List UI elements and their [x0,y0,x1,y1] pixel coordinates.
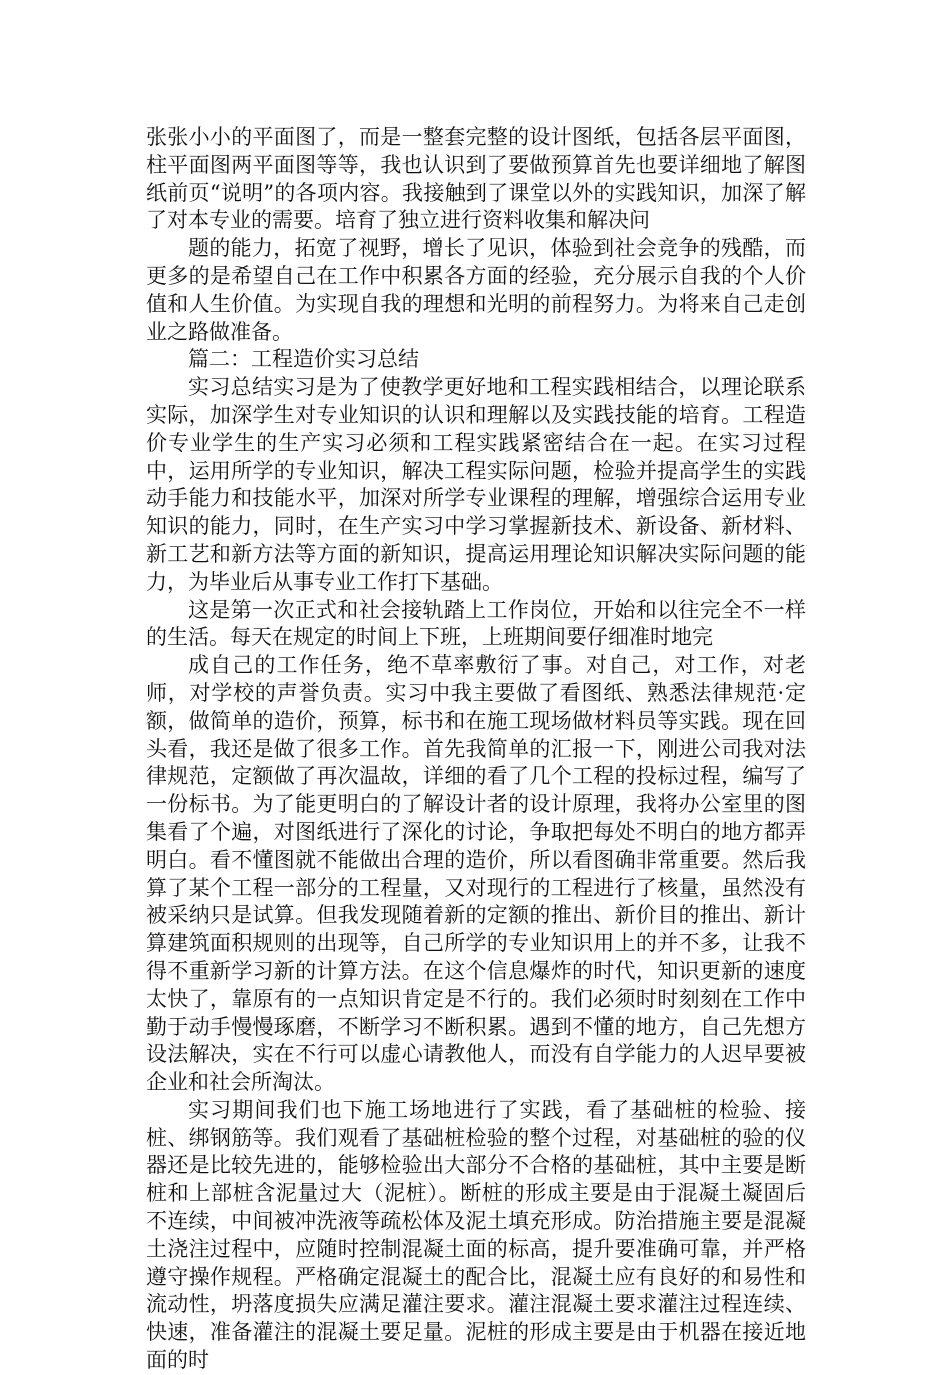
paragraph-2: 题的能力，拓宽了视野，增长了见识，体验到社会竞争的残酷，而更多的是希望自己在工作中积累各方面的经验，充分展示自我的个人价值和人生价值。为实现自我的理想和光明的前程努力。为将来自己走创业之路做准备。 [146,236,806,344]
document-body [146,124,806,1375]
paragraph-1: 张张小小的平面图了，而是一整套完整的设计图纸，包括各层平面图，柱平面图两平面图等等，我也认识到了要做预算首先也要详细地了解图纸前页“说明”的各项内容。我接触到了课堂以外的实践知识，加深了解了对本专业的需要。培育了独立进行资料收集和解决问 [146,125,806,233]
section-heading: 篇二：工程造价实习总结 [188,347,419,372]
paragraph-3: 实习总结实习是为了使教学更好地和工程实践相结合，以理论联系实际，加深学生对专业知识的认识和理解以及实践技能的培育。工程造价专业学生的生产实习必须和工程实践紧密结合在一起。在实习过程中，运用所学的专业知识，解决工程实际问题，检验并提高学生的实践动手能力和技能水平，加深对所学专业课程的理解，增强综合运用专业知识的能力，同时，在生产实习中学习掌握新技术、新设备、新材料、新工艺和新方法等方面的新知识，提高运用理论知识解决实际问题的能力，为毕业后从事专业工作打下基础。 [146,375,806,594]
paragraph-4: 这是第一次正式和社会接轨踏上工作岗位，开始和以往完全不一样的生活。每天在规定的时间上下班，上班期间要仔细准时地完 [146,597,806,650]
paragraph-5: 成自己的工作任务，绝不草率敷衍了事。对自己，对工作，对老师，对学校的声誉负责。实习中我主要做了看图纸、熟悉法律规范·定额，做简单的造价，预算，标书和在施工现场做材料员等实践。现在回头看，我还是做了很多工作。首先我简单的汇报一下，刚进公司我对法律规范，定额做了再次温故，详细的看了几个工程的投标过程，编写了一份标书。为了能更明白的了解设计者的设计原理，我将办公室里的图集看了个遍，对图纸进行了深化的讨论，争取把每处不明白的地方都弄明白。看不懂图就不能做出合理的造价，所以看图确非常重要。然后我算了某个工程一部分的工程量，又对现行的工程进行了核量，虽然没有被采纳只是试算。但我发现随着新的定额的推出、新价目的推出、新计算建筑面积规则的出现等，自己所学的专业知识用上的并不多，让我不得不重新学习新的计算方法。在这个信息爆炸的时代，知识更新的速度太快了，靠原有的一点知识肯定是不行的。我们必须时时刻刻在工作中勤于动手慢慢琢磨，不断学习不断积累。遇到不懂的地方，自己先想方设法解决，实在不行可以虚心请教他人，而没有自学能力的人迟早要被企业和社会所淘汰。 [146,653,806,1095]
paragraph-6: 实习期间我们也下施工场地进行了实践，看了基础桩的检验、接桩、绑钢筋等。我们观看了基础桩检验的整个过程，对基础桩的验的仪器还是比较先进的，能够检验出大部分不合格的基础桩，其中主要是断桩和上部桩含泥量过大（泥桩）。断桩的形成主要是由于混凝土凝固后不连续，中间被冲洗液等疏松体及泥土填充形成。防治措施主要是混凝土浇注过程中，应随时控制混凝土面的标高，提升要准确可靠，并严格遵守操作规程。严格确定混凝土的配合比，混凝土应有良好的和易性和流动性，坍落度损失应满足灌注要求。灌注混凝土要求灌注过程连续、快速，准备灌注的混凝土要足量。泥桩的形成主要是由于机器在接近地面的时 [146,1097,806,1373]
